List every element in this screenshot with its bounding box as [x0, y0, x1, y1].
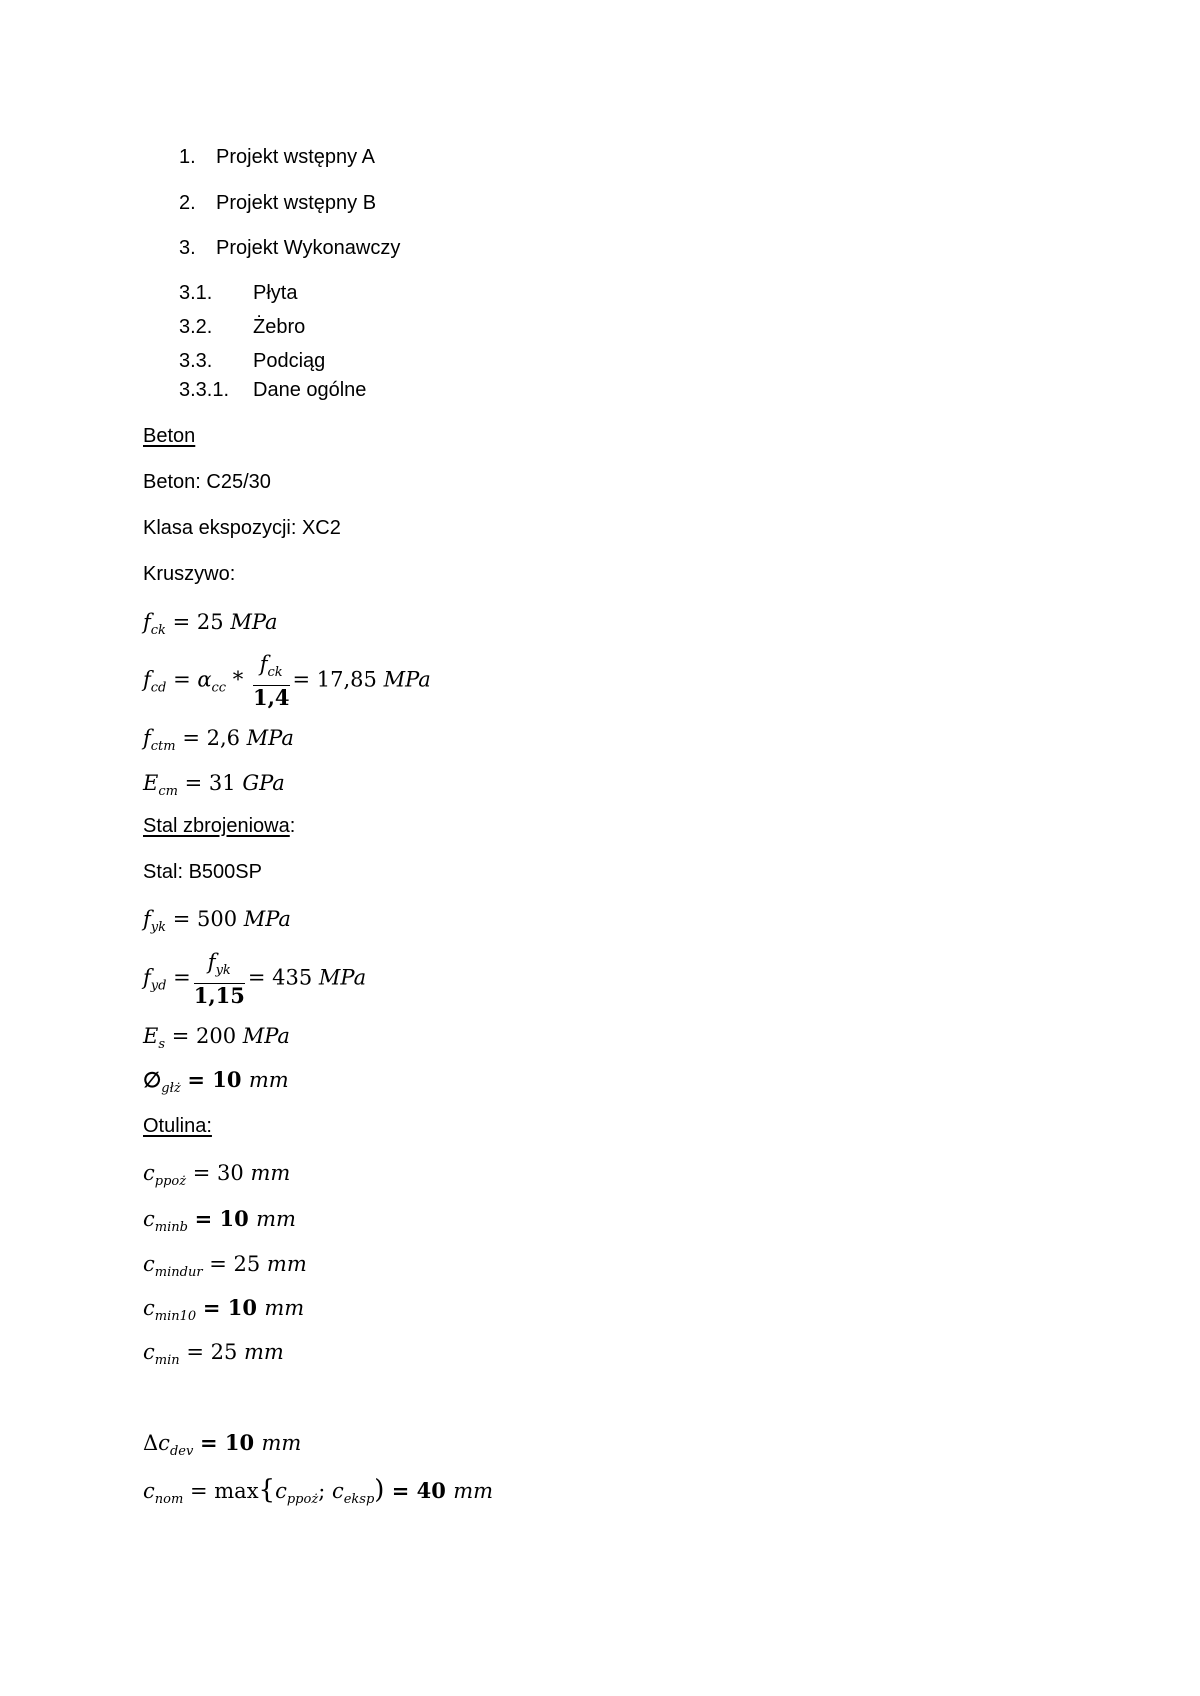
- formula-fyd: $f_{yd}$ = $\frac{f_{yk}}{1,15}$ = 435 MPa: [143, 950, 367, 1008]
- formula-fck: $f_{ck} = 25$ MPa: [143, 610, 278, 638]
- aggregate-label: Kruszywo:: [143, 563, 236, 585]
- outline-number: 2.: [179, 192, 196, 214]
- concrete-class: Beton: C25/30: [143, 471, 271, 493]
- outline-number: 3.3.: [179, 350, 213, 372]
- section-heading-otulina: Otulina:: [143, 1115, 212, 1137]
- steel-class: Stal: B500SP: [143, 861, 262, 883]
- exposure-class: Klasa ekspozycji: XC2: [143, 517, 341, 539]
- outline-item-text: Płyta: [253, 282, 298, 304]
- formula-bar-diameter: $\emptyset_{głż} = 10$ mm: [143, 1067, 289, 1096]
- formula-delta-cdev: $\Delta c_{dev} = 10$ mm: [143, 1430, 302, 1459]
- formula-es: $E_s = 200$ MPa: [143, 1024, 290, 1052]
- outline-number: 3.2.: [179, 316, 213, 338]
- outline-item-text: Projekt wstępny A: [216, 146, 375, 168]
- formula-fcd: $f_{cd} = \alpha_{cc}$ * $\frac{f_{ck}}{1,4}$ = 17,85 MPa: [143, 652, 431, 710]
- section-heading-stal: Stal zbrojeniowa:: [143, 815, 296, 837]
- formula-cnom: $c_{nom} = \max\{c_{ppoż}$; $c_{eksp}) = 40$ mm: [143, 1475, 494, 1507]
- formula-cminb: $c_{minb} = 10$ mm: [143, 1206, 296, 1235]
- outline-number: 3.3.1.: [179, 379, 230, 401]
- outline-item-text: Podciąg: [253, 350, 326, 372]
- outline-number: 1.: [179, 146, 196, 168]
- outline-number: 3.1.: [179, 282, 213, 304]
- formula-cmin10: $c_{min10} = 10$ mm: [143, 1295, 305, 1324]
- outline-item-text: Żebro: [253, 316, 306, 338]
- outline-item-text: Projekt Wykonawczy: [216, 237, 401, 259]
- outline-number: 3.: [179, 237, 196, 259]
- formula-ecm: $E_{cm} = 31$ GPa: [143, 771, 285, 799]
- outline-item-text: Projekt wstępny B: [216, 192, 377, 214]
- formula-cppoz: $c_{ppoż} = 30$ mm: [143, 1161, 291, 1189]
- fraction: $\frac{f_{ck}}{1,4}$: [252, 652, 290, 710]
- section-heading-beton: Beton: [143, 425, 196, 447]
- outline-item-text: Dane ogólne: [253, 379, 367, 401]
- formula-fctm: $f_{ctm} = 2,6$ MPa: [143, 726, 294, 754]
- formula-fyk: $f_{yk} = 500$ MPa: [143, 907, 291, 935]
- fraction: $\frac{f_{yk}}{1,15}$: [193, 950, 245, 1008]
- formula-cmindur: $c_{mindur} = 25$ mm: [143, 1252, 307, 1280]
- formula-cmin: $c_{min} = 25$ mm: [143, 1340, 284, 1368]
